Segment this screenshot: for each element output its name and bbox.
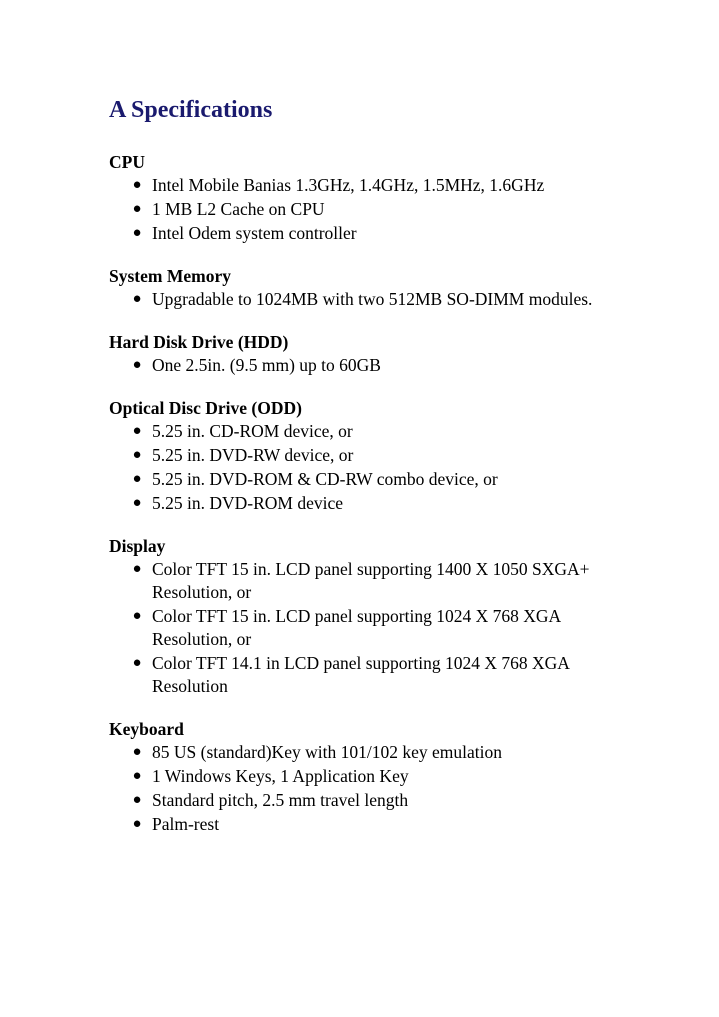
list-item xyxy=(109,789,629,812)
bullet-list xyxy=(109,558,629,698)
section-heading: System Memory xyxy=(109,266,231,286)
list-item xyxy=(109,652,629,698)
list-item-text: 5.25 in. DVD-RW device, or xyxy=(152,445,354,465)
spec-section xyxy=(109,264,629,311)
specification-sections xyxy=(109,150,629,855)
list-item-text: 1 Windows Keys, 1 Application Key xyxy=(152,766,409,786)
bullet-icon: ● xyxy=(132,177,142,193)
bullet-list xyxy=(109,174,629,245)
bullet-icon: ● xyxy=(132,225,142,241)
list-item xyxy=(109,198,629,221)
list-item-text: Palm-rest xyxy=(152,814,220,834)
bullet-icon: ● xyxy=(132,655,142,671)
list-item xyxy=(109,492,629,515)
list-item xyxy=(109,741,629,764)
bullet-icon: ● xyxy=(132,608,142,624)
section-heading: Keyboard xyxy=(109,719,184,739)
list-item-text: Upgradable to 1024MB with two 512MB SO-DIMM modules. xyxy=(152,289,593,309)
list-item-text: Intel Odem system controller xyxy=(152,223,357,243)
spec-section xyxy=(109,534,629,698)
list-item xyxy=(109,174,629,197)
bullet-icon: ● xyxy=(132,744,142,760)
list-item-text: One 2.5in. (9.5 mm) up to 60GB xyxy=(152,355,381,375)
bullet-icon: ● xyxy=(132,792,142,808)
page-title: A Specifications xyxy=(109,97,273,123)
list-item xyxy=(109,468,629,491)
list-item xyxy=(109,765,629,788)
list-item-text: 5.25 in. DVD-ROM & CD-RW combo device, or xyxy=(152,469,498,489)
list-item-text: Color TFT 14.1 in LCD panel supporting 1024 X 768 XGA Resolution xyxy=(152,653,569,696)
list-item-text: Color TFT 15 in. LCD panel supporting 1400 X 1050 SXGA+ Resolution, or xyxy=(152,559,590,602)
list-item-text: Standard pitch, 2.5 mm travel length xyxy=(152,790,409,810)
bullet-icon: ● xyxy=(132,816,142,832)
list-item xyxy=(109,420,629,443)
bullet-icon: ● xyxy=(132,357,142,373)
list-item-text: 85 US (standard)Key with 101/102 key emulation xyxy=(152,742,502,762)
bullet-list xyxy=(109,741,629,836)
spec-section xyxy=(109,396,629,515)
spec-section xyxy=(109,717,629,836)
list-item-text: 5.25 in. DVD-ROM device xyxy=(152,493,344,513)
spec-section xyxy=(109,330,629,377)
list-item xyxy=(109,288,629,311)
list-item xyxy=(109,354,629,377)
section-heading: Hard Disk Drive (HDD) xyxy=(109,332,289,352)
list-item xyxy=(109,558,629,604)
list-item-text: Color TFT 15 in. LCD panel supporting 1024 X 768 XGA Resolution, or xyxy=(152,606,561,649)
list-item xyxy=(109,444,629,467)
list-item xyxy=(109,813,629,836)
section-heading: CPU xyxy=(109,152,145,172)
bullet-list xyxy=(109,288,629,311)
bullet-icon: ● xyxy=(132,495,142,511)
bullet-icon: ● xyxy=(132,561,142,577)
section-heading: Optical Disc Drive (ODD) xyxy=(109,398,302,418)
bullet-icon: ● xyxy=(132,201,142,217)
section-heading: Display xyxy=(109,536,166,556)
bullet-icon: ● xyxy=(132,471,142,487)
list-item-text: 5.25 in. CD-ROM device, or xyxy=(152,421,353,441)
bullet-icon: ● xyxy=(132,423,142,439)
bullet-icon: ● xyxy=(132,768,142,784)
list-item-text: 1 MB L2 Cache on CPU xyxy=(152,199,325,219)
bullet-list xyxy=(109,354,629,377)
list-item xyxy=(109,605,629,651)
spec-section xyxy=(109,150,629,245)
list-item-text: Intel Mobile Banias 1.3GHz, 1.4GHz, 1.5MHz, 1.6GHz xyxy=(152,175,545,195)
bullet-icon: ● xyxy=(132,291,142,307)
list-item xyxy=(109,222,629,245)
bullet-icon: ● xyxy=(132,447,142,463)
bullet-list xyxy=(109,420,629,515)
